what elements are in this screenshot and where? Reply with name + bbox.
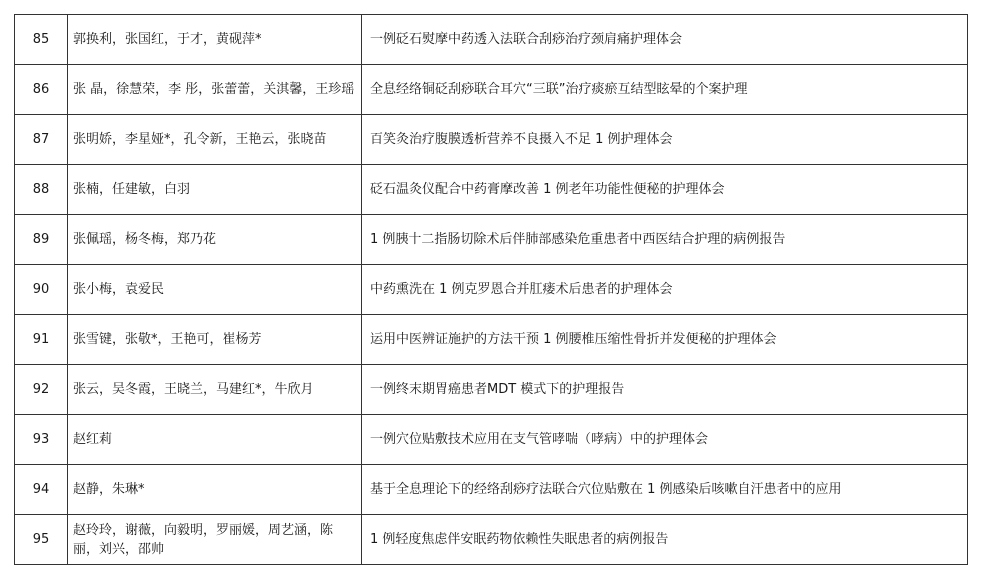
table-row	[15, 315, 968, 365]
table-row	[15, 365, 968, 415]
row-authors: 张明娇，李星娅*，孔令新，王艳云，张晓苗	[68, 115, 362, 165]
table-row	[15, 415, 968, 465]
row-authors: 赵玲玲，谢薇，向毅明，罗丽媛，周艺涵，陈丽，刘兴，邵帅	[68, 515, 362, 565]
records-table	[14, 14, 968, 565]
row-title: 百笑灸治疗腹膜透析营养不良摄入不足 1 例护理体会	[362, 115, 968, 165]
row-authors: 张楠，任建敏，白羽	[68, 165, 362, 215]
row-title: 一例砭石熨摩中药透入法联合刮痧治疗颈肩痛护理体会	[362, 15, 968, 65]
row-number: 93	[15, 415, 68, 465]
row-number: 91	[15, 315, 68, 365]
row-authors: 赵静，朱琳*	[68, 465, 362, 515]
table-row	[15, 465, 968, 515]
row-title: 全息经络铜砭刮痧联合耳穴“三联”治疗痰瘀互结型眩晕的个案护理	[362, 65, 968, 115]
row-title: 基于全息理论下的经络刮痧疗法联合穴位贴敷在 1 例感染后咳嗽自汗患者中的应用	[362, 465, 968, 515]
table-row	[15, 65, 968, 115]
row-authors: 张雪键，张敬*，王艳可，崔杨芳	[68, 315, 362, 365]
row-title: 中药熏洗在 1 例克罗恩合并肛瘘术后患者的护理体会	[362, 265, 968, 315]
row-number: 95	[15, 515, 68, 565]
row-number: 87	[15, 115, 68, 165]
row-number: 90	[15, 265, 68, 315]
row-number: 88	[15, 165, 68, 215]
row-title: 运用中医辨证施护的方法干预 1 例腰椎压缩性骨折并发便秘的护理体会	[362, 315, 968, 365]
row-title: 一例穴位贴敷技术应用在支气管哮喘（哮病）中的护理体会	[362, 415, 968, 465]
row-authors: 赵红莉	[68, 415, 362, 465]
row-number: 94	[15, 465, 68, 515]
row-authors: 张 晶，徐慧荣，李 彤，张蕾蕾，关淇馨，王珍瑶	[68, 65, 362, 115]
row-number: 85	[15, 15, 68, 65]
table-row	[15, 265, 968, 315]
table-row	[15, 15, 968, 65]
row-authors: 张小梅，袁爱民	[68, 265, 362, 315]
row-title: 1 例胰十二指肠切除术后伴肺部感染危重患者中西医结合护理的病例报告	[362, 215, 968, 265]
table-row	[15, 515, 968, 565]
table-row	[15, 215, 968, 265]
row-title: 1 例轻度焦虑伴安眠药物依赖性失眠患者的病例报告	[362, 515, 968, 565]
row-title: 砭石温灸仪配合中药膏摩改善 1 例老年功能性便秘的护理体会	[362, 165, 968, 215]
row-number: 89	[15, 215, 68, 265]
row-number: 86	[15, 65, 68, 115]
row-authors: 张云，吴冬霞，王晓兰，马建红*，牛欣月	[68, 365, 362, 415]
table-row	[15, 165, 968, 215]
row-authors: 郭换利，张国红，于才，黄砚萍*	[68, 15, 362, 65]
row-title: 一例终末期胃癌患者MDT 模式下的护理报告	[362, 365, 968, 415]
row-authors: 张佩瑶，杨冬梅，郑乃花	[68, 215, 362, 265]
table-row	[15, 115, 968, 165]
row-number: 92	[15, 365, 68, 415]
records-table-body	[15, 15, 968, 565]
